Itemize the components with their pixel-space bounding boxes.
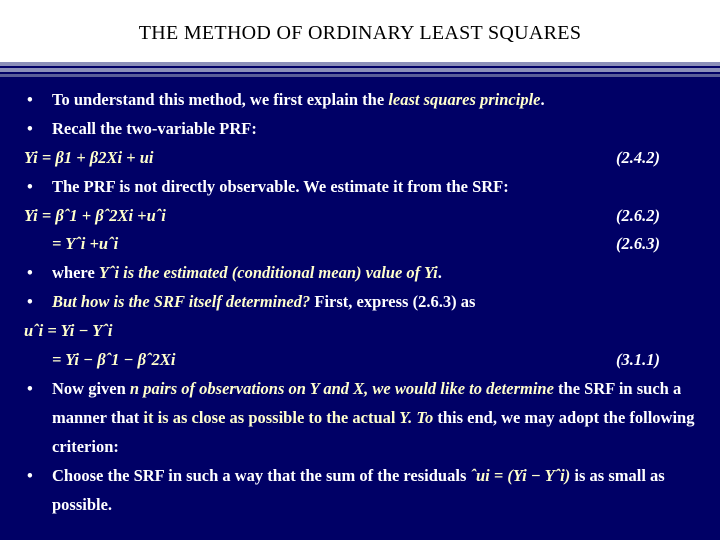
equation-srf <box>0 202 720 231</box>
bullet-marker: • <box>27 263 33 283</box>
bullet-marker: • <box>27 176 33 196</box>
line-text: the SRF in such a manner that <box>52 378 682 427</box>
bullet-line-1: • To understand this method, we first explain the least squares principle. <box>0 86 720 115</box>
line-text: Now given <box>52 378 130 398</box>
emphasis-text: Y. To <box>395 407 434 427</box>
bullet-marker: • <box>27 292 33 312</box>
emphasis-text: But how is the SRF itself determined? <box>52 292 311 312</box>
bullet-line-4: • where Yˆi is the estimated (conditional mean) value of Yi. <box>0 259 720 288</box>
least-squares-term: least squares principle <box>388 90 541 109</box>
line-text: First, express (2.6.3) as <box>310 292 476 312</box>
bullet-marker: • <box>27 118 33 138</box>
divider-middle <box>0 68 720 72</box>
equation-number: (3.1.1) <box>616 350 660 370</box>
line-text: To understand this method, we first explain the <box>52 90 389 109</box>
line-text: Choose the SRF in such a way that the sum of the residuals <box>52 465 471 485</box>
equation-text: Yi = β1 + β2Xi + ui <box>24 147 154 167</box>
bullet-marker: • <box>27 465 33 485</box>
equation-residual <box>0 317 720 346</box>
bullet-line-3 <box>0 173 720 202</box>
equation-number: (2.6.3) <box>616 234 660 254</box>
bullet-marker: • <box>27 378 33 398</box>
equation-text: uˆi = Yi − Yˆi <box>24 321 113 341</box>
equation-prf <box>0 144 720 173</box>
line-text: Recall the two-variable PRF: <box>52 118 257 138</box>
equation-srf-hat <box>0 230 720 259</box>
divider-top <box>0 62 720 66</box>
equation-number: (2.4.2) <box>616 147 660 167</box>
bullet-marker: • <box>27 90 33 109</box>
emphasis-text: Yˆi is the estimated (conditional mean) value of Yi <box>98 263 438 283</box>
equation-text: Yi = βˆ1 + βˆ2Xi +uˆi <box>24 205 166 225</box>
line-text: where <box>52 263 99 283</box>
bullet-line-5 <box>0 288 720 317</box>
equation-text: = Yi − βˆ1 − βˆ2Xi <box>52 350 176 370</box>
equation-text: = Yˆi +uˆi <box>52 234 119 254</box>
bullet-line-6 <box>0 375 720 462</box>
emphasis-text: ˆui = (Yi − Yˆi) <box>470 465 571 485</box>
equation-residual-expanded <box>0 346 720 375</box>
divider-bottom <box>0 74 720 77</box>
equation-number: (2.6.2) <box>616 205 660 225</box>
emphasis-text: it is as close as possible to the actual <box>143 407 396 427</box>
line-text: The PRF is not directly observable. We estimate it from the SRF: <box>52 176 509 196</box>
slide-body <box>0 86 720 519</box>
line-text: is as small as possible. <box>52 465 665 514</box>
emphasis-text: n pairs of observations on Y and X, we would like to determine <box>129 378 554 398</box>
bullet-line-7 <box>0 462 720 520</box>
line-text: this end, we may adopt the following criterion: <box>52 407 695 456</box>
bullet-line-2 <box>0 115 720 144</box>
slide-title: THE METHOD OF ORDINARY LEAST SQUARES <box>138 21 582 44</box>
title-bar <box>0 0 720 62</box>
